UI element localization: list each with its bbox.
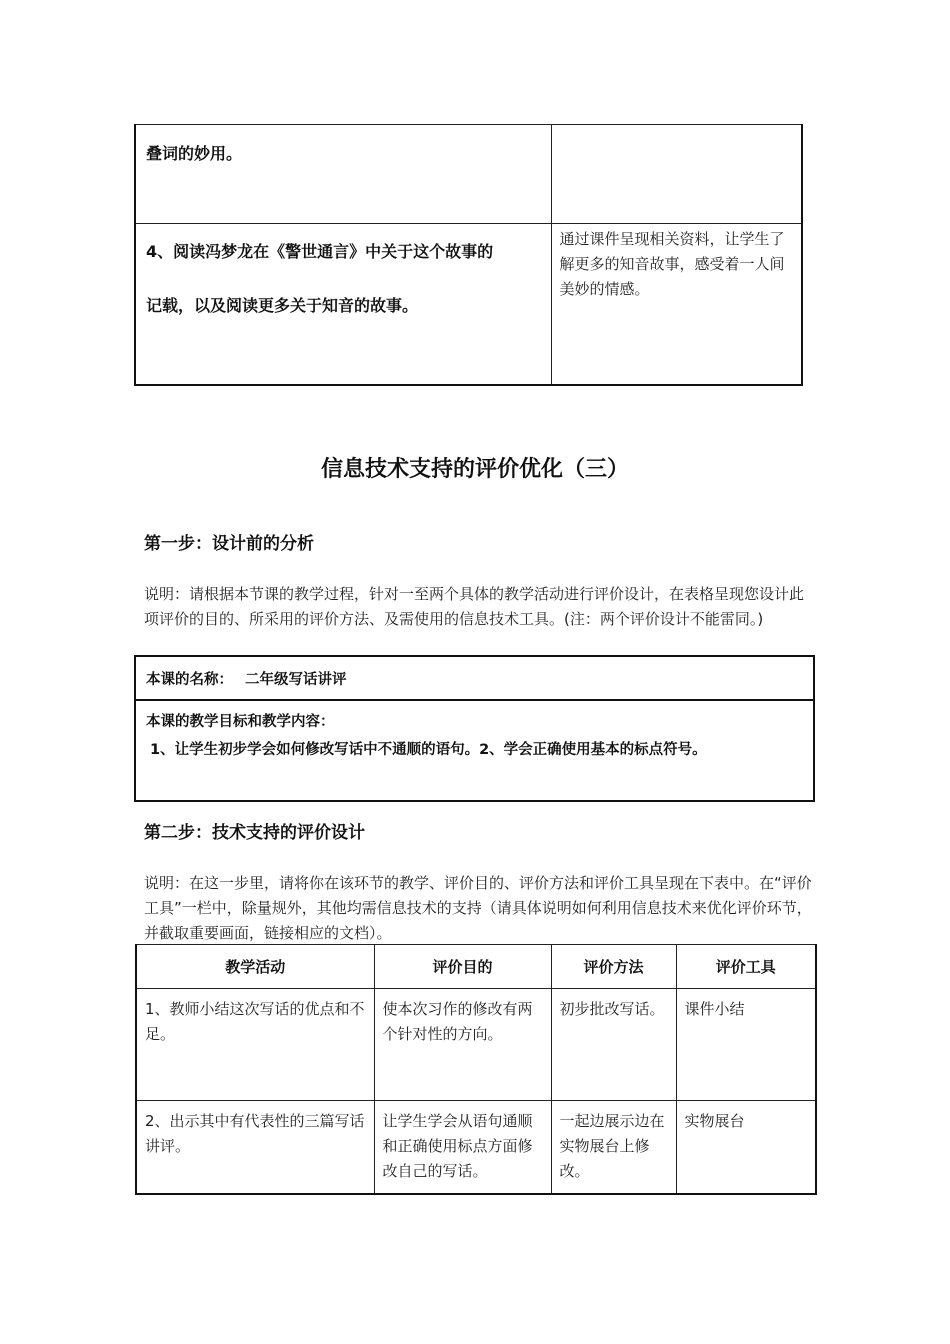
design-cell: [551, 125, 802, 224]
course-goal-label: 本课的教学目标和教学内容：: [146, 714, 335, 730]
table-cell: 初步批改写话。: [551, 989, 676, 1101]
course-name-value: 二年级写话讲评: [245, 671, 347, 688]
lesson-activity-table: [134, 124, 803, 386]
course-info-box: [134, 655, 815, 802]
header-cell: 教学活动: [136, 945, 374, 989]
activity-text-line1: 4、阅读冯梦龙在《警世通言》中关于这个故事的: [146, 242, 494, 261]
step1-note: 说明：请根据本节课的教学过程，针对一至两个具体的教学活动进行评价设计，在表格呈现您设计此项评价的目的、所采用的评价方法、及需使用的信息技术工具。(注：两个评价设计不能雷同。): [144, 585, 805, 628]
table-cell: 1、教师小结这次写话的优点和不足。: [136, 989, 374, 1101]
step2-title: 第二步：技术支持的评价设计: [144, 823, 365, 843]
step1-title: 第一步：设计前的分析: [144, 534, 314, 554]
table-row: [136, 1101, 816, 1194]
activity-cell: [135, 125, 551, 224]
evaluation-design-table: [135, 944, 817, 1195]
activity-text: 叠词的妙用。: [146, 144, 243, 163]
table-cell: 实物展台: [676, 1101, 816, 1194]
activity-cell: [135, 224, 551, 385]
table-header-row: [136, 945, 816, 989]
step2-note: 说明：在这一步里，请将你在该环节的教学、评价目的、评价方法和评价工具呈现在下表中。在“评价工具”一栏中，除量规外，其他均需信息技术的支持（请具体说明如何利用信息技术来优化评价环节，并截取重要画面，链接相应的文档）。: [144, 874, 812, 942]
header-cell: 评价目的: [374, 945, 551, 989]
header-cell: 评价工具: [676, 945, 816, 989]
table-cell: 课件小结: [676, 989, 816, 1101]
header-cell: 评价方法: [551, 945, 676, 989]
table-cell: 2、出示其中有代表性的三篇写话讲评。: [136, 1101, 374, 1194]
design-cell: [551, 224, 802, 385]
section-title: 信息技术支持的评价优化（三）: [320, 457, 629, 482]
course-goal-text: 1、让学生初步学会如何修改写话中不通顺的语句。2、学会正确使用基本的标点符号。: [150, 742, 707, 758]
course-name-label: 本课的名称：: [146, 671, 233, 688]
activity-text-line2: 记载，以及阅读更多关于知音的故事。: [146, 296, 419, 315]
table-cell: 让学生学会从语句通顺和正确使用标点方面修改自己的写话。: [374, 1101, 551, 1194]
table-row: [136, 989, 816, 1101]
design-text: 通过课件呈现相关资料，让学生了解更多的知音故事，感受着一人间美妙的情感。: [559, 230, 785, 298]
table-cell: 一起边展示边在实物展台上修改。: [551, 1101, 676, 1194]
table-cell: 使本次习作的修改有两个针对性的方向。: [374, 989, 551, 1101]
course-name-cell: [135, 656, 814, 700]
course-goal-cell: [135, 700, 814, 801]
